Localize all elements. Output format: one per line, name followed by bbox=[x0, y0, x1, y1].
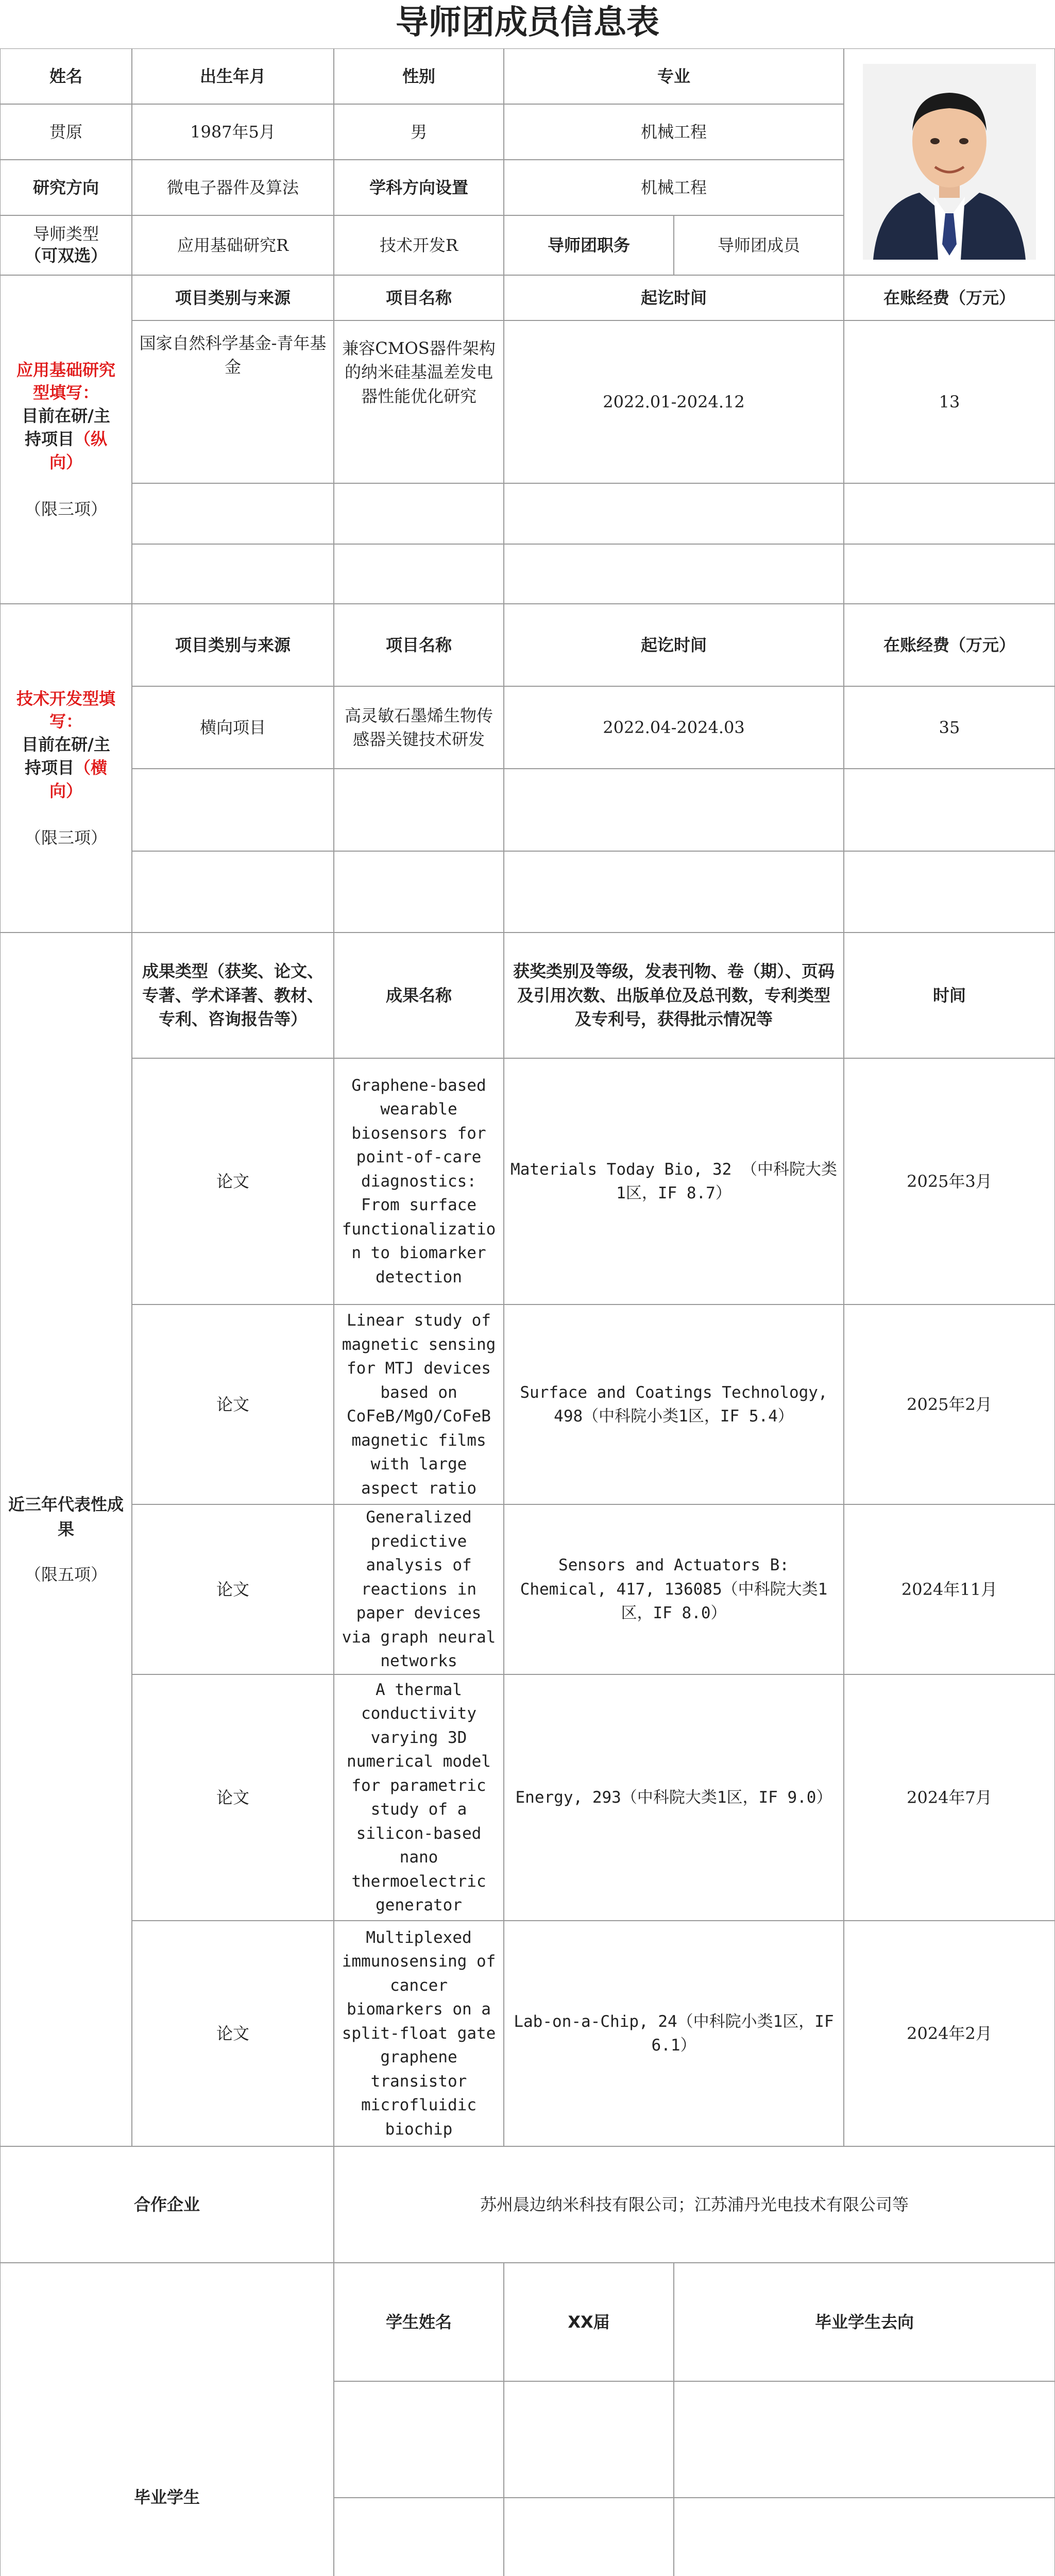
basic-research-row3-period bbox=[504, 544, 844, 604]
basic-research-limit: （限三项） bbox=[24, 499, 107, 519]
tech-dev-header-name: 项目名称 bbox=[334, 604, 504, 686]
advisor-type-label-line1: 导师类型 bbox=[32, 224, 99, 244]
basic-research-label-l4: 持项目 bbox=[24, 429, 74, 449]
achievement-5-detail: Lab-on-a-Chip, 24（中科院小类1区，IF 6.1） bbox=[504, 1921, 844, 2146]
achievement-1-type: 论文 bbox=[132, 1058, 334, 1304]
tech-dev-row1-period: 2022.04-2024.03 bbox=[504, 686, 844, 769]
basic-research-row1-period: 2022.01-2024.12 bbox=[504, 320, 844, 483]
tech-dev-row2-funds bbox=[844, 769, 1055, 851]
advisor-type-option-2: 技术开发R bbox=[334, 215, 504, 275]
achievements-label bbox=[0, 933, 132, 2146]
achievement-3-type: 论文 bbox=[132, 1504, 334, 1674]
achievement-1-name: Graphene-based wearable biosensors for point-of-care diagnostics: From surface functionalization to biomarker detection bbox=[334, 1058, 504, 1304]
gender-value: 男 bbox=[334, 104, 504, 160]
basic-research-label-l4wrap bbox=[25, 428, 107, 451]
basic-research-row3-funds bbox=[844, 544, 1055, 604]
achievement-3-detail: Sensors and Actuators B: Chemical, 417, 136085（中科院大类1区，IF 8.0） bbox=[504, 1504, 844, 1674]
tech-dev-header-source: 项目类别与来源 bbox=[132, 604, 334, 686]
achievements-header-time: 时间 bbox=[844, 933, 1055, 1058]
graduate-row2-destination[interactable] bbox=[674, 2498, 1055, 2576]
basic-research-label-l6: 向） bbox=[49, 452, 82, 472]
research-value: 微电子器件及算法 bbox=[132, 160, 334, 215]
graduates-header-name: 学生姓名 bbox=[334, 2263, 504, 2381]
achievement-2-name: Linear study of magnetic sensing for MTJ devices based on CoFeB/MgO/CoFeB magnetic films with large aspect ratio bbox=[334, 1304, 504, 1504]
basic-research-header-period: 起讫时间 bbox=[504, 275, 844, 320]
tech-dev-header-funds: 在账经费（万元） bbox=[844, 604, 1055, 686]
origin-label: 贯原 bbox=[0, 104, 132, 160]
achievements-header-type: 成果类型（获奖、论文、专著、学术译著、教材、专利、咨询报告等） bbox=[132, 933, 334, 1058]
achievement-5-name: Multiplexed immunosensing of cancer biomarkers on a split-float gate graphene transistor microfluidic biochip bbox=[334, 1921, 504, 2146]
achievement-1-time: 2025年3月 bbox=[844, 1058, 1055, 1304]
graduate-row2-name[interactable] bbox=[334, 2498, 504, 2576]
graduate-row2-year[interactable] bbox=[504, 2498, 674, 2576]
achievements-limit: （限五项） bbox=[24, 1565, 107, 1584]
achievement-2-type: 论文 bbox=[132, 1304, 334, 1504]
advisor-type-option-1: 应用基础研究R bbox=[132, 215, 334, 275]
achievement-5-type: 论文 bbox=[132, 1921, 334, 2146]
graduates-label: 毕业学生 bbox=[0, 2263, 334, 2576]
page-title: 导师团成员信息表 bbox=[396, 4, 659, 42]
tech-dev-row3-source bbox=[132, 851, 334, 933]
tech-dev-row2-name bbox=[334, 769, 504, 851]
achievement-4-detail: Energy, 293（中科院大类1区，IF 9.0） bbox=[504, 1674, 844, 1921]
avatar bbox=[863, 64, 1036, 260]
role-value: 导师团成员 bbox=[674, 215, 844, 275]
basic-research-label bbox=[0, 275, 132, 604]
basic-research-row1-name: 兼容CMOS器件架构的纳米硅基温差发电器性能优化研究 bbox=[334, 320, 504, 483]
birth-value: 1987年5月 bbox=[132, 104, 334, 160]
graduate-row1-destination[interactable] bbox=[674, 2381, 1055, 2498]
achievements-label-text: 近三年代表性成果 bbox=[8, 1495, 124, 1539]
tech-dev-row3-name bbox=[334, 851, 504, 933]
tech-dev-label-l2: 写： bbox=[49, 711, 82, 732]
basic-research-label-l1: 应用基础研究 bbox=[16, 360, 115, 380]
photo-cell bbox=[844, 48, 1055, 275]
tech-dev-label-l5: （横 bbox=[74, 758, 108, 777]
partners-value: 苏州晨边纳米科技有限公司；江苏浦丹光电技术有限公司等 bbox=[334, 2146, 1055, 2263]
graduate-row1-name[interactable] bbox=[334, 2381, 504, 2498]
basic-research-label-l2wrap bbox=[33, 381, 99, 404]
info-table bbox=[0, 48, 1055, 2576]
achievement-5-time: 2024年2月 bbox=[844, 1921, 1055, 2146]
basic-research-row1-source: 国家自然科学基金-青年基金 bbox=[132, 320, 334, 483]
basic-research-row1-funds: 13 bbox=[844, 320, 1055, 483]
graduate-row1-year[interactable] bbox=[504, 2381, 674, 2498]
name-label: 姓名 bbox=[0, 48, 132, 104]
basic-research-label-l5: （纵 bbox=[74, 429, 108, 449]
achievement-4-type: 论文 bbox=[132, 1674, 334, 1921]
tech-dev-header-period: 起讫时间 bbox=[504, 604, 844, 686]
basic-research-header-name: 项目名称 bbox=[334, 275, 504, 320]
tech-dev-label-l6: 向） bbox=[49, 781, 82, 801]
achievement-4-name: A thermal conductivity varying 3D numerical model for parametric study of a silicon-based nano thermoelectric generator bbox=[334, 1674, 504, 1921]
basic-research-row2-funds bbox=[844, 483, 1055, 544]
achievement-1-detail: Materials Today Bio, 32 （中科院大类1区，IF 8.7） bbox=[504, 1058, 844, 1304]
basic-research-row2-source bbox=[132, 483, 334, 544]
tech-dev-row2-period bbox=[504, 769, 844, 851]
basic-research-header-funds: 在账经费（万元） bbox=[844, 275, 1055, 320]
discipline-value: 机械工程 bbox=[504, 160, 844, 215]
tech-dev-row1-funds: 35 bbox=[844, 686, 1055, 769]
tech-dev-row1-name: 高灵敏石墨烯生物传感器关键技术研发 bbox=[334, 686, 504, 769]
tech-dev-label bbox=[0, 604, 132, 933]
graduates-header-destination: 毕业学生去向 bbox=[674, 2263, 1055, 2381]
basic-research-row2-period bbox=[504, 483, 844, 544]
tech-dev-row3-funds bbox=[844, 851, 1055, 933]
discipline-label: 学科方向设置 bbox=[334, 160, 504, 215]
basic-research-row3-name bbox=[334, 544, 504, 604]
tech-dev-label-l4wrap bbox=[25, 756, 107, 779]
advisor-type-label-line2: （可双选） bbox=[24, 246, 107, 265]
basic-research-row3-source bbox=[132, 544, 334, 604]
tech-dev-label-l4: 持项目 bbox=[24, 758, 74, 777]
role-label: 导师团职务 bbox=[504, 215, 674, 275]
major-value: 机械工程 bbox=[504, 104, 844, 160]
research-label: 研究方向 bbox=[0, 160, 132, 215]
partners-label: 合作企业 bbox=[0, 2146, 334, 2263]
achievement-3-name: Generalized predictive analysis of reactions in paper devices via graph neural networks bbox=[334, 1504, 504, 1674]
tech-dev-limit: （限三项） bbox=[24, 827, 107, 848]
gender-label: 性别 bbox=[334, 48, 504, 104]
tech-dev-row3-period bbox=[504, 851, 844, 933]
basic-research-label-l2: 型填写： bbox=[32, 383, 99, 403]
major-label: 专业 bbox=[504, 48, 844, 104]
tech-dev-label-l1: 技术开发型填 bbox=[16, 688, 115, 708]
basic-research-header-source: 项目类别与来源 bbox=[132, 275, 334, 320]
birth-label: 出生年月 bbox=[132, 48, 334, 104]
achievement-3-time: 2024年11月 bbox=[844, 1504, 1055, 1674]
tech-dev-row1-source: 横向项目 bbox=[132, 686, 334, 769]
achievement-2-time: 2025年2月 bbox=[844, 1304, 1055, 1504]
tech-dev-row2-source bbox=[132, 769, 334, 851]
basic-research-label-l3: 目前在研/主 bbox=[22, 406, 110, 426]
achievement-2-detail: Surface and Coatings Technology, 498（中科院小类1区，IF 5.4） bbox=[504, 1304, 844, 1504]
achievements-header-name: 成果名称 bbox=[334, 933, 504, 1058]
advisor-type-label bbox=[0, 215, 132, 275]
basic-research-row2-name bbox=[334, 483, 504, 544]
graduates-header-year: XX届 bbox=[504, 2263, 674, 2381]
achievements-header-detail: 获奖类别及等级，发表刊物、卷（期）、页码及引用次数、出版单位及总刊数，专利类型及专利号，获得批示情况等 bbox=[504, 933, 844, 1058]
tech-dev-label-l3: 目前在研/主 bbox=[22, 735, 110, 755]
achievement-4-time: 2024年7月 bbox=[844, 1674, 1055, 1921]
